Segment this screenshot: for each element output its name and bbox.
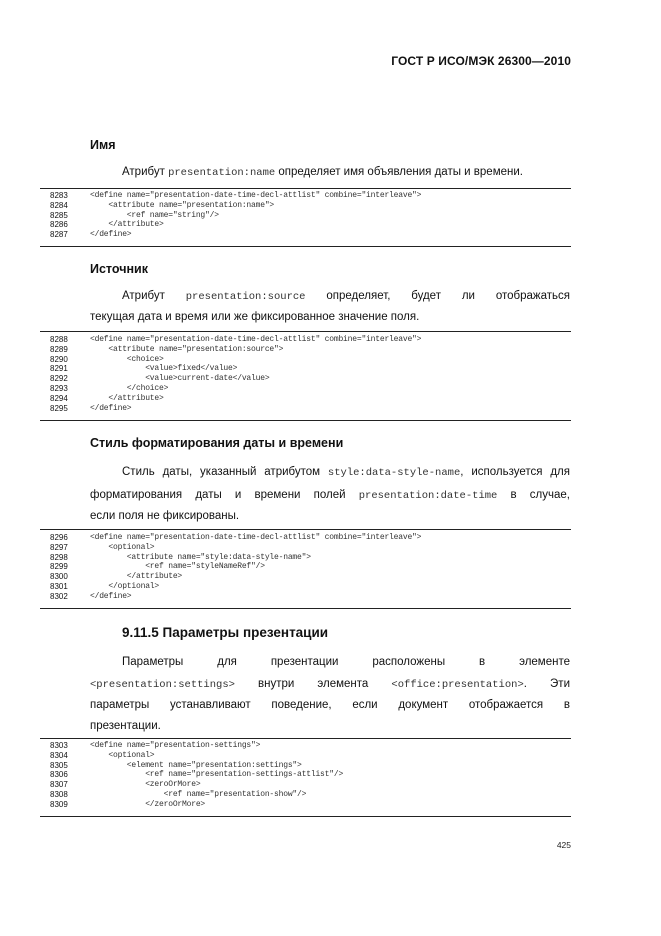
section-heading-params: 9.11.5 Параметры презентации xyxy=(122,625,329,640)
style-paragraph-line1 xyxy=(90,462,570,484)
line-number: 8293 xyxy=(50,383,68,393)
code-text: <define name="presentation-date-time-decl-attlist" combine="interleave"> xyxy=(90,533,422,542)
line-number: 8302 xyxy=(50,591,68,601)
code-rule-top xyxy=(40,529,571,530)
code-term: presentation:source xyxy=(185,291,306,303)
line-number: 8300 xyxy=(50,572,68,582)
code-block-2 xyxy=(50,335,571,413)
code-line xyxy=(50,211,571,221)
code-text: <element name="presentation:settings"> xyxy=(90,760,302,770)
code-line xyxy=(50,220,571,230)
code-rule-bottom xyxy=(40,420,571,421)
line-number: 8295 xyxy=(50,403,68,413)
code-line xyxy=(50,800,571,810)
code-rule-top xyxy=(40,188,571,189)
code-line xyxy=(50,201,571,211)
text: Стиль даты, указанный атрибутом xyxy=(122,466,328,478)
page-number: 425 xyxy=(556,840,571,850)
code-rule-top xyxy=(40,738,571,739)
code-text: <optional> xyxy=(90,750,155,760)
code-text: <optional> xyxy=(90,542,155,552)
code-line xyxy=(50,191,571,201)
code-line xyxy=(50,582,571,592)
line-number: 8308 xyxy=(50,789,68,799)
code-term: <presentation:settings> xyxy=(90,679,235,691)
params-paragraph-line4: презентации. xyxy=(90,720,161,732)
text: Атрибут xyxy=(122,290,186,302)
code-line xyxy=(50,364,571,374)
code-text: <ref name="presentation-settings-attlist"/> xyxy=(90,770,344,780)
code-line xyxy=(50,543,571,553)
line-number: 8294 xyxy=(50,393,68,403)
code-line xyxy=(50,404,571,414)
code-text: </zeroOrMore> xyxy=(90,799,206,809)
code-text: <choice> xyxy=(90,354,164,364)
code-line xyxy=(50,592,571,602)
code-rule-top xyxy=(40,331,571,332)
line-number: 8303 xyxy=(50,741,68,750)
line-number: 8285 xyxy=(50,210,68,220)
code-line xyxy=(50,533,571,543)
text: , используется для xyxy=(460,466,570,478)
code-text: <attribute name="style:data-style-name"> xyxy=(90,552,311,562)
code-block-4 xyxy=(50,741,571,810)
line-number: 8307 xyxy=(50,780,68,790)
text: Атрибут xyxy=(122,166,169,178)
text: определяет имя объявления даты и времени. xyxy=(275,166,523,178)
code-text: <define name="presentation-date-time-decl-attlist" combine="interleave"> xyxy=(90,335,422,344)
code-line xyxy=(50,572,571,582)
code-text: <value>fixed</value> xyxy=(90,364,238,374)
line-number: 8283 xyxy=(50,191,68,200)
code-term: presentation:date-time xyxy=(358,490,498,502)
code-term: style:data-style-name xyxy=(327,467,461,479)
code-text: <ref name="presentation-show"/> xyxy=(90,789,307,799)
line-number: 8290 xyxy=(50,354,68,364)
line-number: 8287 xyxy=(50,230,68,240)
code-line xyxy=(50,335,571,345)
code-text: </choice> xyxy=(90,383,169,393)
code-text: </define> xyxy=(90,591,132,601)
text: . Эти xyxy=(523,678,570,690)
source-paragraph-line2: текущая дата и время или же фиксированное значение поля. xyxy=(90,311,420,323)
text: внутри элемента xyxy=(234,678,392,690)
line-number: 8306 xyxy=(50,770,68,780)
text: определяет, будет ли отображаться xyxy=(305,290,570,302)
line-number: 8299 xyxy=(50,562,68,572)
code-text: </define> xyxy=(90,230,132,240)
code-line xyxy=(50,761,571,771)
code-line xyxy=(50,230,571,240)
params-paragraph-line3: параметры устанавливают поведение, если документ отображается в xyxy=(90,699,570,711)
code-block-3 xyxy=(50,533,571,602)
style-paragraph-line3: если поля не фиксированы. xyxy=(90,510,240,522)
code-line xyxy=(50,374,571,384)
line-number: 8284 xyxy=(50,200,68,210)
code-line xyxy=(50,780,571,790)
code-term: presentation:name xyxy=(168,167,276,179)
line-number: 8288 xyxy=(50,335,68,344)
document-header: ГОСТ Р ИСО/МЭК 26300—2010 xyxy=(391,54,571,68)
line-number: 8289 xyxy=(50,344,68,354)
code-text: <attribute name="presentation:name"> xyxy=(90,200,275,210)
code-text: </attribute> xyxy=(90,572,183,582)
style-paragraph-line2 xyxy=(90,485,570,507)
code-text: <ref name="string"/> xyxy=(90,210,219,220)
code-text: <define name="presentation-settings"> xyxy=(90,741,261,750)
code-line xyxy=(50,790,571,800)
line-number: 8298 xyxy=(50,552,68,562)
params-paragraph-line2 xyxy=(90,674,570,696)
code-text: <attribute name="presentation:source"> xyxy=(90,344,284,354)
params-paragraph-line1: Параметры для презентации расположены в элементе xyxy=(122,656,570,668)
text: форматирования даты и времени полей xyxy=(90,489,359,501)
code-text: </attribute> xyxy=(90,220,164,230)
line-number: 8286 xyxy=(50,220,68,230)
code-line xyxy=(50,562,571,572)
code-line xyxy=(50,553,571,563)
code-rule-bottom xyxy=(40,246,571,247)
source-paragraph-line1 xyxy=(90,286,570,308)
line-number: 8309 xyxy=(50,799,68,809)
code-line xyxy=(50,355,571,365)
code-line xyxy=(50,770,571,780)
line-number: 8297 xyxy=(50,542,68,552)
code-line xyxy=(50,741,571,751)
code-line xyxy=(50,384,571,394)
line-number: 8301 xyxy=(50,581,68,591)
section-heading-name: Имя xyxy=(90,138,116,152)
text: в случае, xyxy=(497,489,570,501)
code-term: <office:presentation> xyxy=(391,679,524,691)
code-line xyxy=(50,394,571,404)
code-text: </define> xyxy=(90,403,132,413)
code-line xyxy=(50,751,571,761)
code-text: <value>current-date</value> xyxy=(90,374,270,384)
code-text: <zeroOrMore> xyxy=(90,780,201,790)
name-paragraph xyxy=(90,162,570,184)
section-heading-style: Стиль форматирования даты и времени xyxy=(90,436,344,450)
section-heading-source: Источник xyxy=(90,262,148,276)
line-number: 8304 xyxy=(50,750,68,760)
code-rule-bottom xyxy=(40,816,571,817)
line-number: 8292 xyxy=(50,374,68,384)
line-number: 8296 xyxy=(50,533,68,542)
code-text: </optional> xyxy=(90,581,160,591)
code-text: <ref name="styleNameRef"/> xyxy=(90,562,265,572)
line-number: 8305 xyxy=(50,760,68,770)
code-rule-bottom xyxy=(40,608,571,609)
code-text: <define name="presentation-date-time-decl-attlist" combine="interleave"> xyxy=(90,191,422,200)
code-block-1 xyxy=(50,191,571,240)
code-line xyxy=(50,345,571,355)
line-number: 8291 xyxy=(50,364,68,374)
code-text: </attribute> xyxy=(90,393,164,403)
